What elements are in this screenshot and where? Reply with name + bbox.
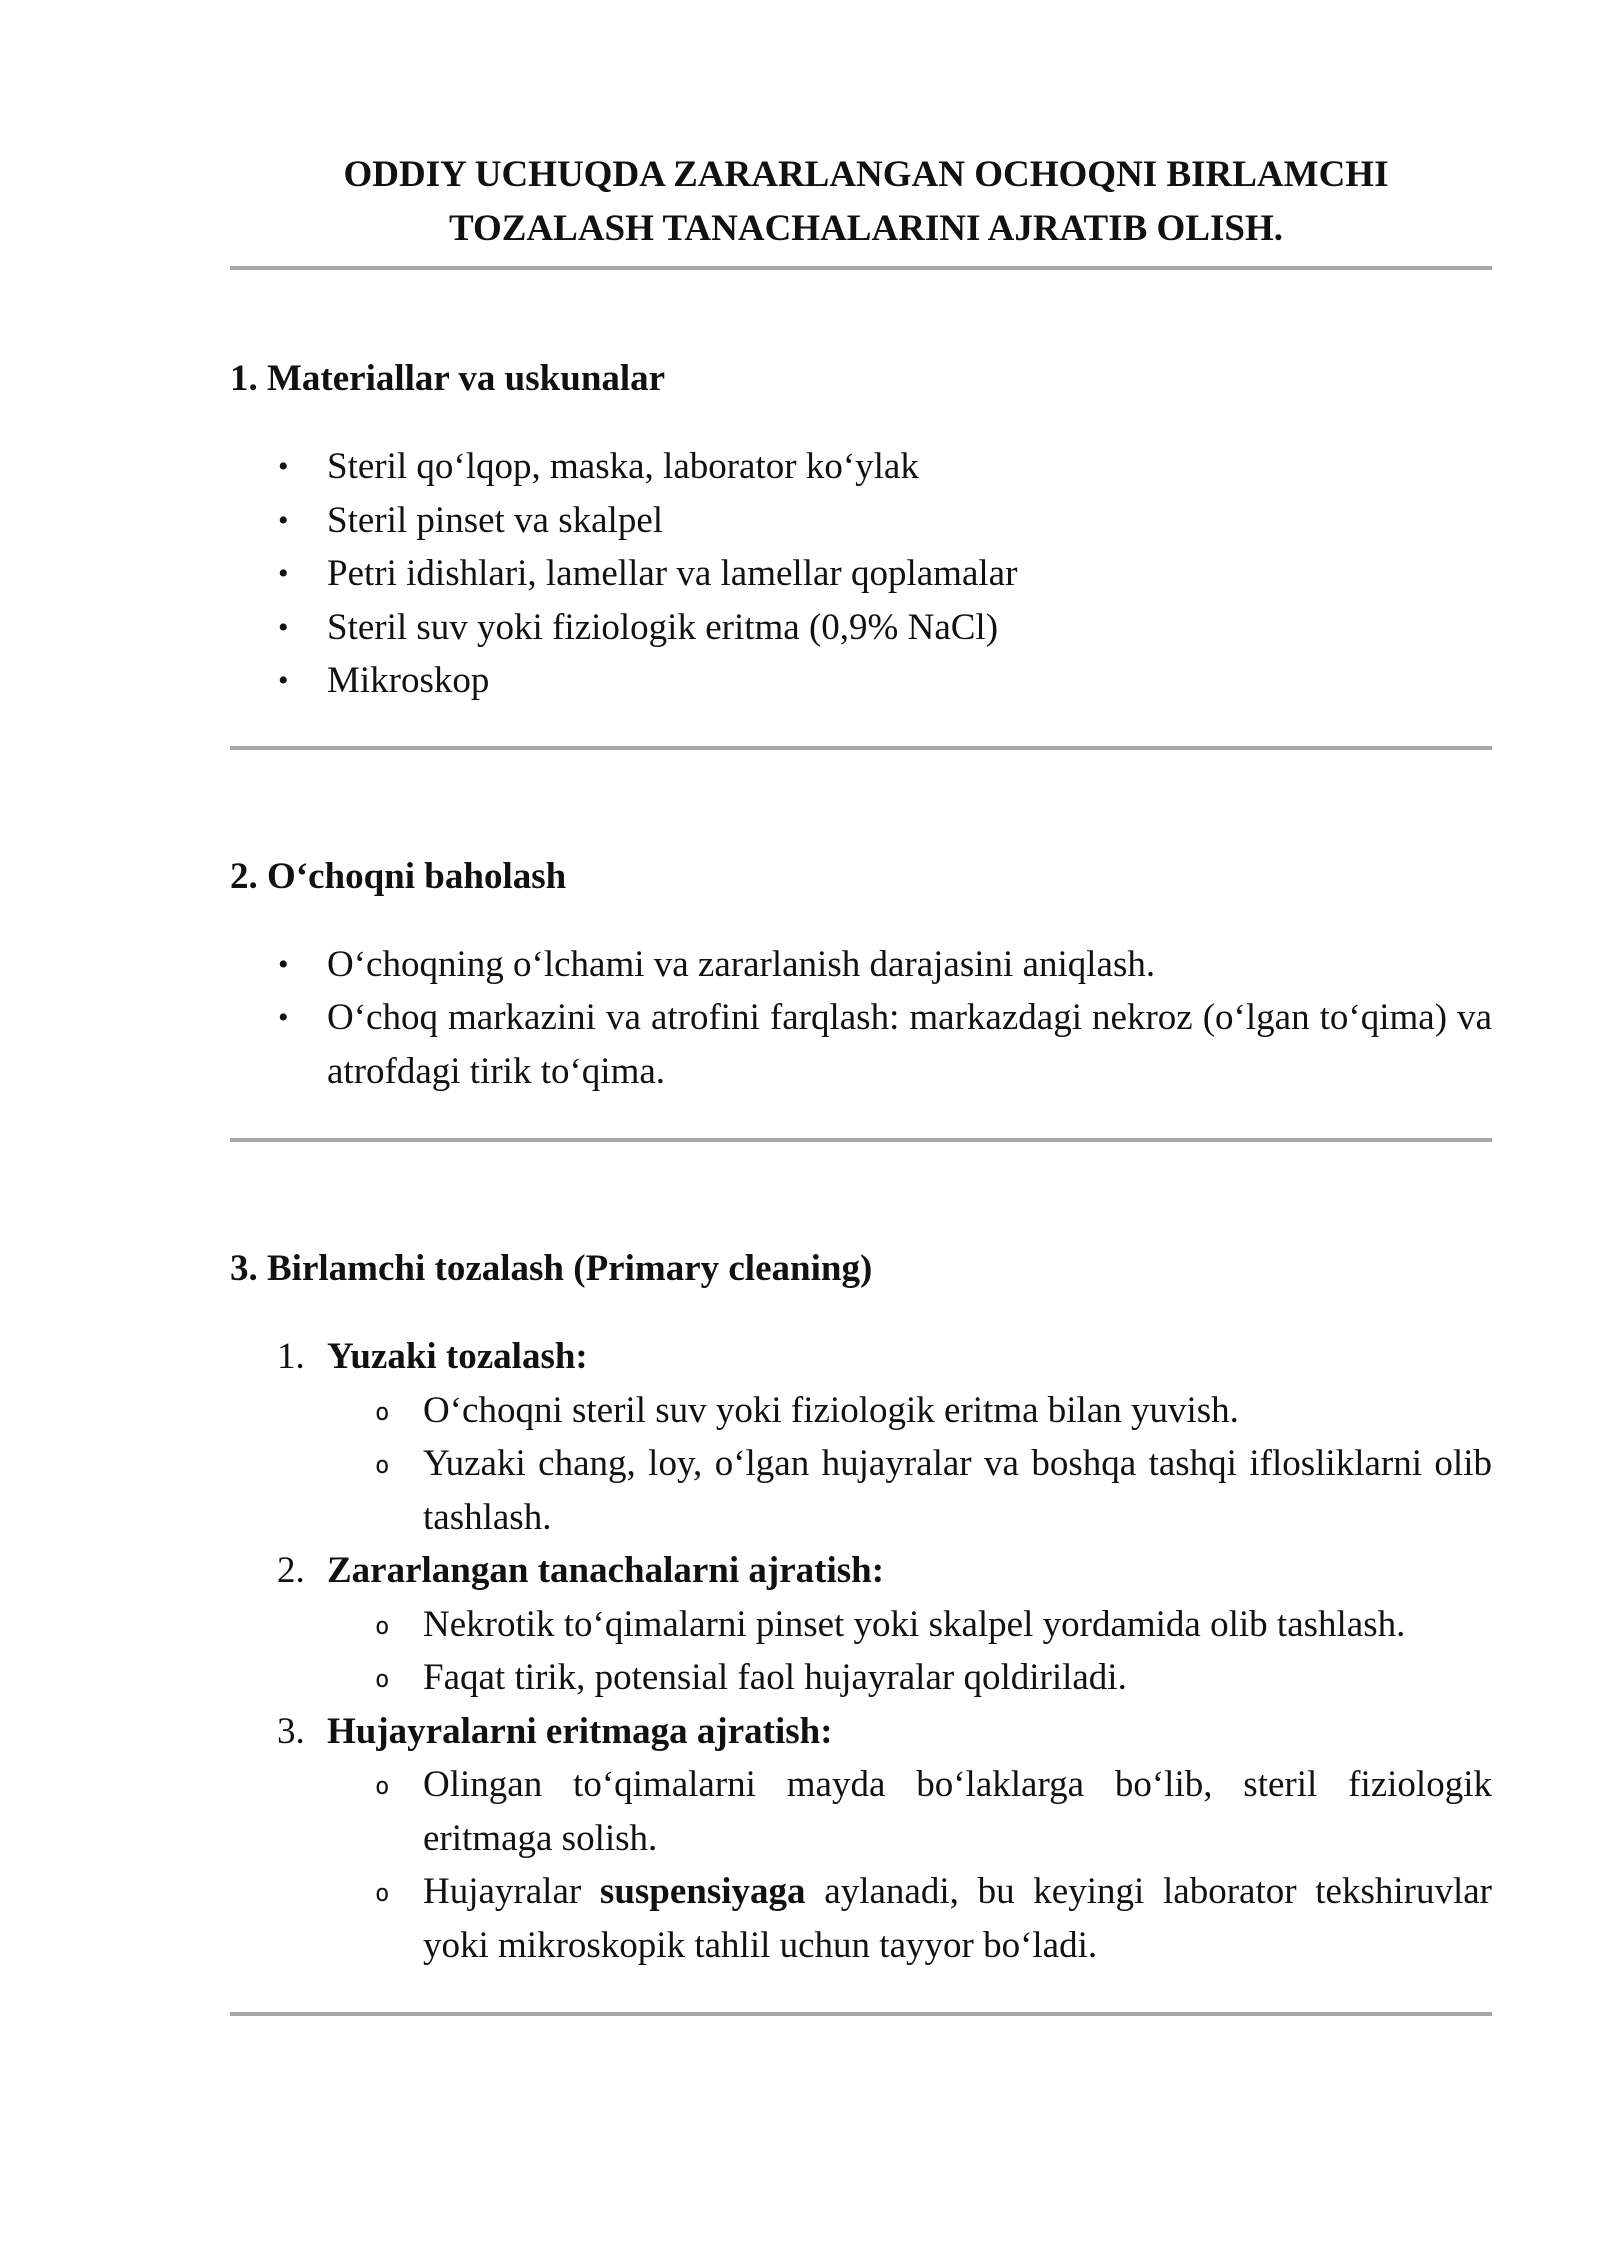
section-heading-materials: 1. Materiallar va uskunalar <box>230 358 666 399</box>
bullet-icon: • <box>278 610 289 644</box>
bullet-icon: • <box>278 1001 289 1034</box>
title-divider <box>230 266 1492 270</box>
sub-list <box>327 1598 1492 1705</box>
sub-item: o Hujayralar suspensiyaga aylanadi, bu keyingi laborator tekshiruvlar yoki mikroskopik tahlil uchun tayyor bo‘ladi. <box>327 1865 1492 1972</box>
step-item <box>230 1330 1492 1544</box>
sub-list <box>327 1384 1492 1545</box>
section-divider <box>230 1138 1492 1142</box>
step-number: 1. <box>277 1336 305 1377</box>
sub-item: o Yuzaki chang, loy, o‘lgan hujayralar va boshqa tashqi iflosliklarni olib tashlash. <box>327 1437 1492 1544</box>
list-item: • O‘choq markazini va atrofini farqlash: markazdagi nekroz (o‘lgan to‘qima) va atrofdagi tirik to‘qima. <box>230 991 1492 1098</box>
bullet-icon: • <box>278 557 289 590</box>
sub-item: o Nekrotik to‘qimalarni pinset yoki skalpel yordamida olib tashlash. <box>327 1598 1492 1652</box>
sub-item: o Olingan to‘qimalarni mayda bo‘laklarga bo‘lib, steril fiziologik eritmaga solish. <box>327 1758 1492 1865</box>
circle-bullet-icon: o <box>375 1611 390 1640</box>
step-title: Yuzaki tozalash: <box>327 1336 588 1377</box>
title-line-1: ODDIY UCHUQDA ZARARLANGAN OCHOQNI BIRLAMCHI <box>343 154 1389 195</box>
list-item: • Mikroskop <box>230 654 1492 708</box>
sub-item: o Faqat tirik, potensial faol hujayralar qoldiriladi. <box>327 1651 1492 1705</box>
document-title <box>230 148 1492 256</box>
section-divider <box>230 746 1492 750</box>
circle-bullet-icon: o <box>375 1665 390 1693</box>
step-number: 2. <box>277 1550 305 1591</box>
sub-item: o O‘choqni steril suv yoki fiziologik eritma bilan yuvish. <box>327 1384 1492 1438</box>
section-divider <box>230 2012 1492 2016</box>
step-item <box>230 1544 1492 1705</box>
document-page <box>230 148 1492 2016</box>
step-title: Zararlangan tanachalarni ajratish: <box>327 1550 885 1591</box>
list-item: • Steril qo‘lqop, maska, laborator ko‘ylak <box>230 440 1492 494</box>
cleaning-steps <box>230 1330 1492 1972</box>
sub-list <box>327 1758 1492 1972</box>
step-number: 3. <box>277 1710 305 1752</box>
title-line-2: TOZALASH TANACHALARINI AJRATIB OLISH. <box>448 208 1284 249</box>
list-item: • O‘choqning o‘lchami va zararlanish darajasini aniqlash. <box>230 938 1492 992</box>
bullet-icon: • <box>278 450 289 483</box>
materials-list <box>230 440 1492 708</box>
circle-bullet-icon: o <box>375 1451 390 1479</box>
step-title: Hujayralarni eritmaga ajratish: <box>327 1710 833 1752</box>
bullet-icon: • <box>278 503 289 537</box>
emphasis-suspensiyaga: suspensiyaga <box>599 1871 806 1912</box>
section-heading-primary-cleaning: 3. Birlamchi tozalash (Primary cleaning) <box>230 1248 873 1289</box>
list-item: • Steril pinset va skalpel <box>230 494 1492 548</box>
list-item: • Petri idishlari, lamellar va lamellar qoplamalar <box>230 547 1492 601</box>
bullet-icon: • <box>278 947 289 981</box>
circle-bullet-icon: o <box>375 1397 390 1426</box>
circle-bullet-icon: o <box>375 1772 390 1800</box>
section-heading-assessment: 2. O‘choqni baholash <box>230 855 567 897</box>
circle-bullet-icon: o <box>375 1879 390 1907</box>
step-item <box>230 1705 1492 1973</box>
list-item: • Steril suv yoki fiziologik eritma (0,9% NaCl) <box>230 601 1492 655</box>
assessment-list <box>230 938 1492 1099</box>
bullet-icon: • <box>278 664 289 697</box>
